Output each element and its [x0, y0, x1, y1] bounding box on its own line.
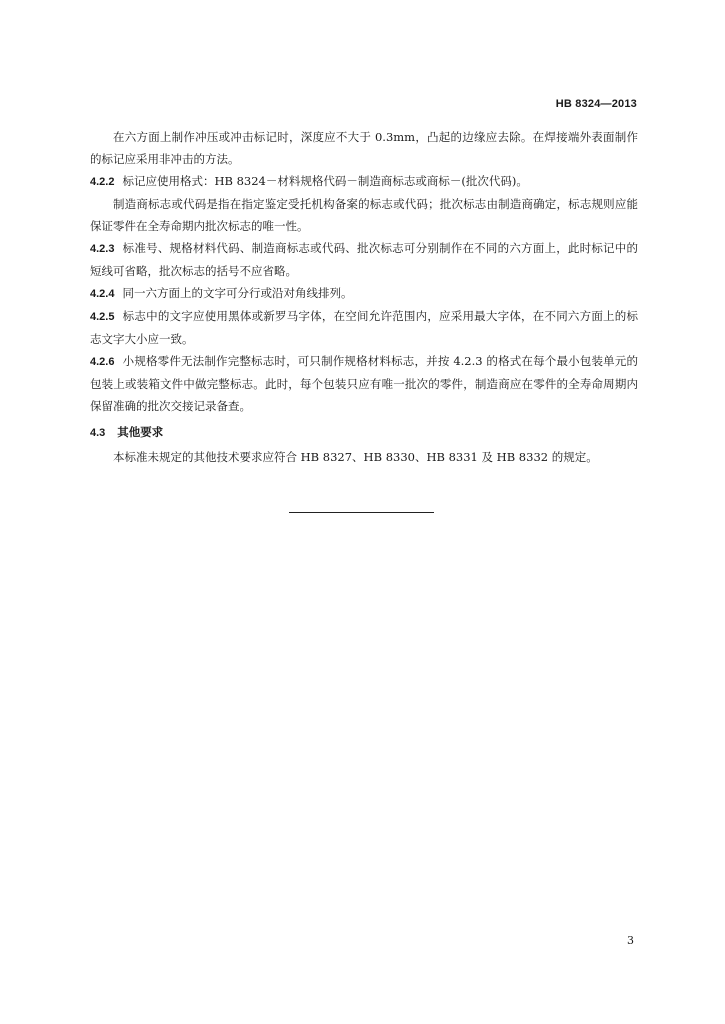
paragraph-manufacturer-mark: 制造商标志或代码是指在指定鉴定受托机构备案的标志或代码；批次标志由制造商确定，标志规则应能保证零件在全寿命期内批次标志的唯一性。 [90, 197, 638, 233]
section-title: 其他要求 [117, 425, 164, 439]
clause-4-2-3 [90, 237, 638, 282]
clause-text: 标准号、规格材料代码、制造商标志或代码、批次标志可分别制作在不同的六方面上，此时标记中的短线可省略，批次标志的括号不应省略。 [90, 241, 638, 278]
clause-text: 小规格零件无法制作完整标志时，可只制作规格材料标志，并按 4.2.3 的格式在每个最小包装单元的包装上或装箱文件中做完整标志。此时，每个包装只应有唯一批次的零件，制造商应在零件的全寿命周期内保留准确的批次交接记录备查。 [90, 354, 638, 413]
clause-4-2-6 [90, 350, 638, 417]
paragraph-other-requirements: 本标准未规定的其他技术要求应符合 HB 8327、HB 8330、HB 8331 及 HB 8332 的规定。 [113, 450, 598, 464]
section-4-3-heading [90, 421, 638, 444]
clause-4-2-4 [90, 282, 638, 305]
clause-text: 标志中的文字应使用黑体或新罗马字体，在空间允许范围内，应采用最大字体，在不同六方面上的标志文字大小应一致。 [90, 309, 638, 346]
document-body [90, 126, 638, 468]
page-number: 3 [627, 934, 634, 947]
clause-number: 4.2.3 [90, 243, 115, 255]
clause-4-2-5 [90, 305, 638, 350]
paragraph-marking-depth: 在六方面上制作冲压或冲击标记时，深度应不大于 0.3mm，凸起的边缘应去除。在焊接端外表面制作的标记应采用非冲击的方法。 [90, 130, 638, 166]
clause-number: 4.2.2 [90, 176, 115, 188]
standard-code: HB 8324—2013 [555, 98, 637, 110]
clause-number: 4.2.4 [90, 288, 115, 300]
clause-4-2-2 [90, 170, 638, 193]
end-of-document-rule [289, 512, 434, 513]
clause-number: 4.2.6 [90, 356, 115, 368]
clause-number: 4.2.5 [90, 311, 115, 323]
clause-text: 标记应使用格式：HB 8324－材料规格代码－制造商标志或商标－(批次代码)。 [122, 174, 528, 188]
section-number: 4.3 [90, 427, 106, 439]
clause-text: 同一六方面上的文字可分行或沿对角线排列。 [122, 286, 353, 300]
